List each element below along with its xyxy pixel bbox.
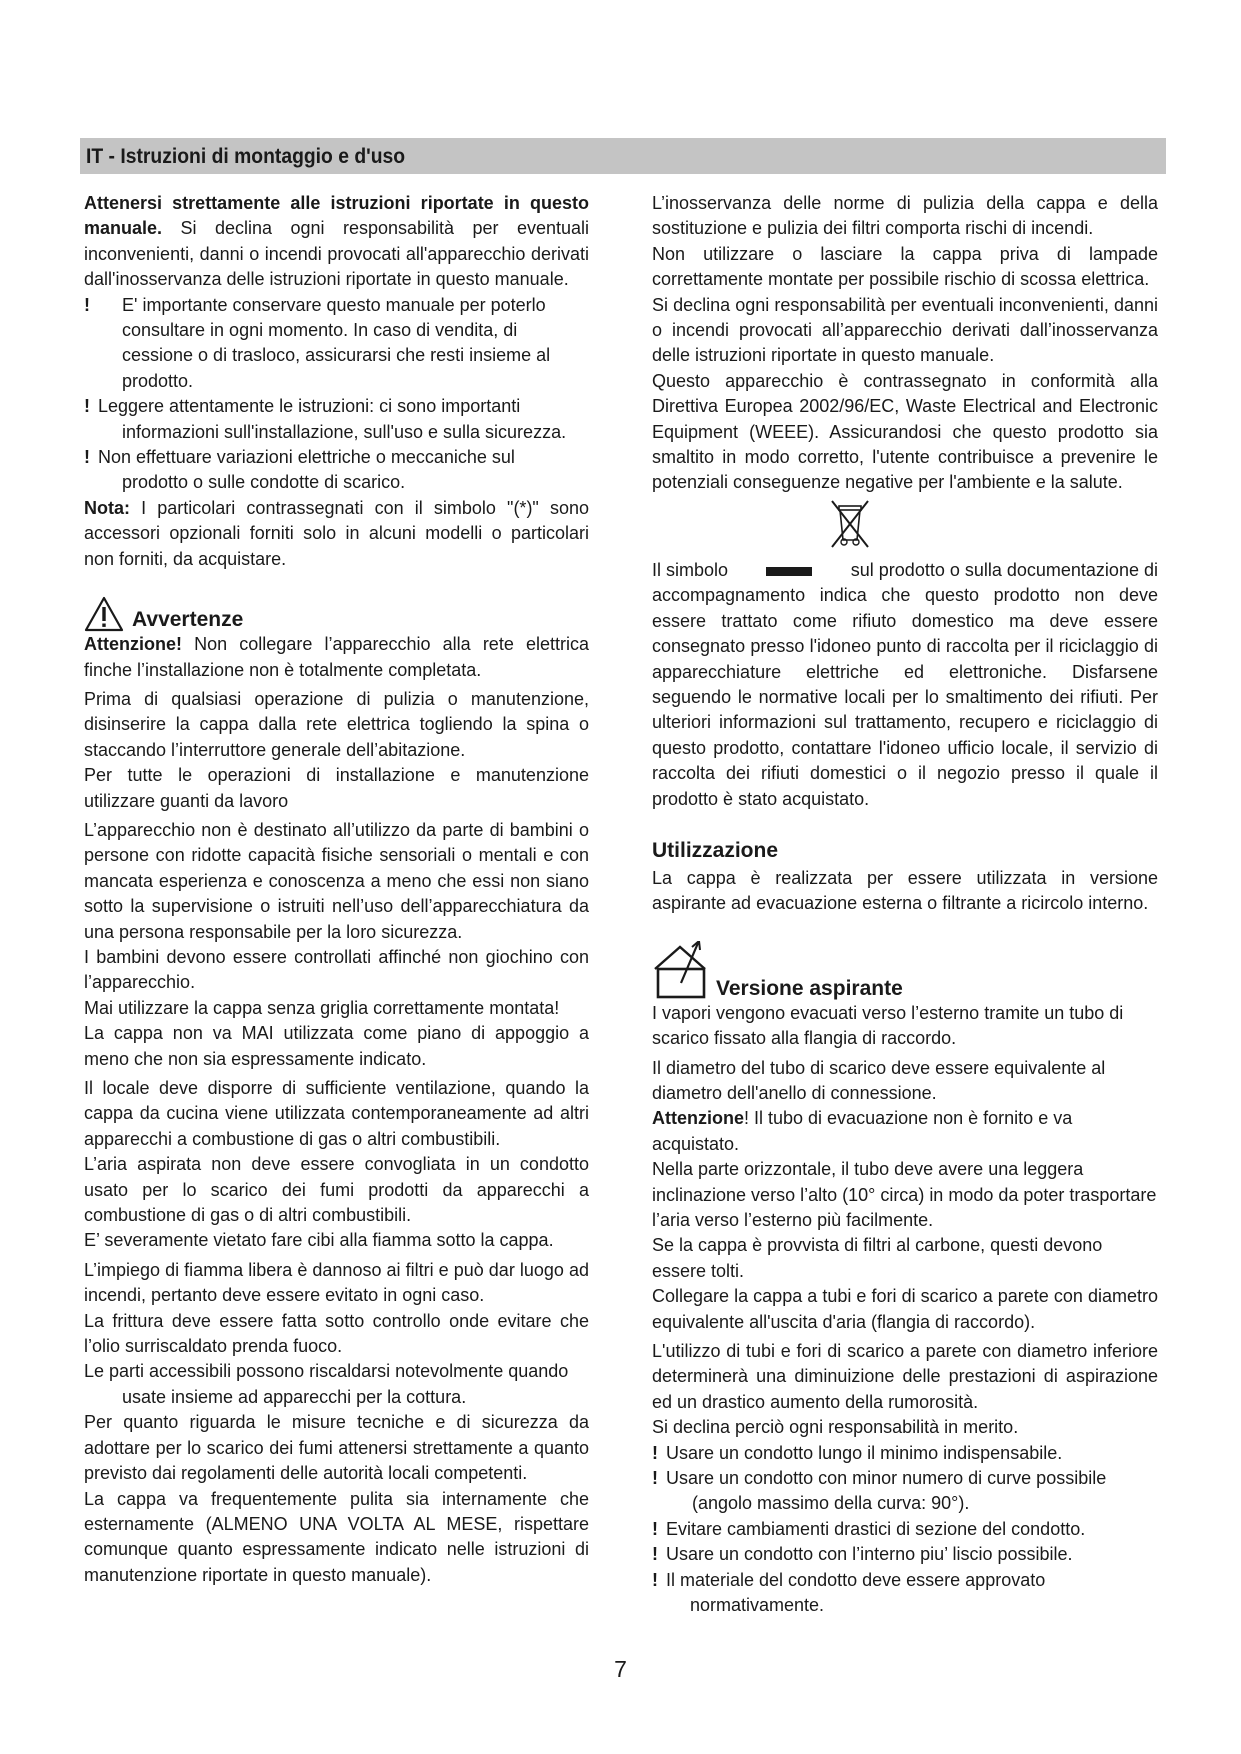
symbol-text-a: Il simbolo <box>652 559 729 580</box>
intro-bold: Attenersi strettamente alle istruzioni riportate in questo manuale. <box>84 193 589 239</box>
page-number: 7 <box>614 1656 627 1682</box>
extraction-paragraph: L'utilizzo di tubi e fori di scarico a parete con diametro inferiore determinerà una diminuizione delle prestazioni di aspirazione ed un drastico aumento della rumorosità. <box>652 1341 1158 1412</box>
info-paragraph: Non utilizzare o lasciare la cappa priva di lampade correttamente montate per possibile rischio di scossa elettrica. <box>652 243 1158 290</box>
use-heading: Utilizzazione <box>652 838 779 862</box>
attention-label: Attenzione <box>652 1108 744 1129</box>
warning-paragraph: La cappa va frequentemente pulita sia internamente che esternamente (ALMENO UNA VOLTA AL MESE, rispettare comunque quanto espressamente indicato nelle istruzioni di manutenzione riportate in questo manuale). <box>84 1488 589 1585</box>
exclamation-mark: ! <box>84 294 90 315</box>
warning-paragraph: Il locale deve disporre di sufficiente ventilazione, quando la cappa da cucina viene utilizzata contemporaneamente ad altri apparecchi a combustione di gas o altri combustibili. <box>84 1078 589 1149</box>
exclamation-mark: ! <box>652 1442 658 1463</box>
notice-line: prodotto o sulle condotte di scarico. <box>122 472 406 493</box>
notice-line: E' importante conservare questo manuale per poterlo <box>122 294 546 315</box>
info-paragraph: L’inosservanza delle norme di pulizia della cappa e della sostituzione e pulizia dei filtri comporta rischi di incendi. <box>652 193 1158 239</box>
crossed-bin-icon <box>827 496 873 552</box>
notice-line: cessione o di trasloco, assicurarsi che resti insieme al <box>122 345 551 366</box>
extraction-attention <box>652 1106 1158 1157</box>
warning-paragraph: L’aria aspirata non deve essere convogliata in un condotto usato per lo scarico dei fumi prodotti da apparecchi a combustione di gas o di altri combustibili. <box>84 1154 589 1226</box>
notice-item-3 <box>84 445 589 496</box>
warning-paragraph: Per quanto riguarda le misure tecniche e di sicurezza da adottare per lo scarico dei fumi attenersi strettamente a quanto previsto dai regolamenti delle autorità locali competenti. <box>84 1412 589 1484</box>
warnings-heading <box>84 588 589 632</box>
note-label: Nota: <box>84 497 130 518</box>
duct-rule-5 <box>652 1568 1158 1619</box>
warning-paragraph: E’ severamente vietato fare cibi alla fiamma sotto la cappa. <box>84 1230 554 1251</box>
section-header <box>80 138 1166 174</box>
notice-item-1 <box>84 293 589 395</box>
notice-item-2 <box>84 394 589 445</box>
exclamation-mark: ! <box>652 1544 658 1565</box>
attention-text: ! Il tubo di evacuazione non è fornito e va acquistato. <box>652 1108 1073 1154</box>
duct-rule-line: Evitare cambiamenti drastici di sezione del condotto. <box>666 1518 1086 1539</box>
attention-paragraph <box>84 632 589 683</box>
warning-line: Le parti accessibili possono riscaldarsi notevolmente quando <box>84 1361 569 1382</box>
warnings-title: Avvertenze <box>132 608 244 632</box>
hood-duct-icon <box>652 941 710 1001</box>
warning-paragraph: I bambini devono essere controllati affinché non giochino con l’apparecchio. <box>84 946 589 993</box>
notice-line: prodotto. <box>122 370 194 391</box>
symbol-line <box>652 558 1158 583</box>
duct-rule-line: normativamente. <box>690 1595 825 1616</box>
extraction-paragraph: Nella parte orizzontale, il tubo deve avere una leggera inclinazione verso l’alto (10° circa) in modo da poter trasportare l’aria verso l’esterno più facilmente. <box>652 1159 1157 1230</box>
attention-label: Attenzione! <box>84 634 182 655</box>
weee-symbol-area <box>652 496 1158 558</box>
warning-paragraph: L’impiego di fiamma libera è dannoso ai filtri e può dar luogo ad incendi, pertanto deve essere evitato in ogni caso. <box>84 1259 589 1306</box>
notice-line: Non effettuare variazioni elettriche o meccaniche sul <box>98 447 515 468</box>
use-paragraph: La cappa è realizzata per essere utilizzata in versione aspirante ad evacuazione esterna o filtrante a ricircolo interno. <box>652 867 1158 914</box>
right-column <box>652 191 1158 1619</box>
warning-paragraph: Prima di qualsiasi operazione di pulizia o manutenzione, disinserire la cappa dalla rete elettrica togliendo la spina o staccando l’interruttore generale dell’abitazione. <box>84 688 589 760</box>
duct-rule-line: Il materiale del condotto deve essere approvato <box>666 1569 1046 1590</box>
duct-rule-line: Usare un condotto con minor numero di curve possibile <box>666 1468 1107 1489</box>
symbol-text-b: sul prodotto o sulla documentazione di <box>850 559 1158 580</box>
extraction-heading <box>652 941 1158 1001</box>
exclamation-mark: ! <box>652 1468 658 1489</box>
exclamation-mark: ! <box>652 1518 658 1539</box>
extraction-paragraph: I vapori vengono evacuati verso l’esterno tramite un tubo di scarico fissato alla flangia di raccordo. <box>652 1002 1124 1049</box>
note-paragraph <box>84 496 589 572</box>
black-bar-symbol <box>766 567 812 576</box>
duct-rule-line: Usare un condotto lungo il minimo indispensabile. <box>666 1442 1063 1463</box>
extraction-title: Versione aspirante <box>716 976 903 1000</box>
notice-line: consultare in ogni momento. In caso di vendita, di <box>122 320 518 341</box>
extraction-paragraph: Se la cappa è provvista di filtri al carbone, questi devono essere tolti. <box>652 1235 1103 1281</box>
note-text: I particolari contrassegnati con il simbolo "(*)" sono accessori opzionali forniti solo in alcuni modelli o particolari non forniti, da acquistare. <box>84 497 589 569</box>
exclamation-mark: ! <box>652 1569 658 1590</box>
duct-rule-1 <box>652 1441 1158 1466</box>
warning-paragraph: Per tutte le operazioni di installazione e manutenzione utilizzare guanti da lavoro <box>84 765 589 811</box>
notice-line: informazioni sull'installazione, sull'uso e sulla sicurezza. <box>122 421 567 442</box>
symbol-paragraph <box>652 558 1158 812</box>
intro-paragraph <box>84 191 589 293</box>
warning-triangle-icon <box>84 596 124 632</box>
exclamation-mark: ! <box>84 447 90 468</box>
warning-paragraph: La frittura deve essere fatta sotto controllo onde evitare che l’olio surriscaldato prenda fuoco. <box>84 1310 589 1357</box>
duct-rule-line: Usare un condotto con l’interno piu’ liscio possibile. <box>666 1544 1073 1565</box>
extraction-paragraph: Si declina perciò ogni responsabilità in merito. <box>652 1417 1019 1438</box>
info-paragraph: Si declina ogni responsabilità per eventuali inconvenienti, danni o incendi provocati all’apparecchio derivati dall’inosservanza delle istruzioni riportate in questo manuale. <box>652 294 1158 366</box>
duct-rule-2 <box>652 1466 1158 1517</box>
symbol-text: accompagnamento indica che questo prodotto non deve essere trattato come rifiuto domestico ma deve essere consegnato presso l'idoneo punto di raccolta per il riciclaggio di apparecchiature elettriche ed elettroniche. Disfarsene seguendo le normative locali per lo smaltimento dei rifiuti. Per ulteriori informazioni sul trattamento, recupero e riciclaggio di questo prodotto, contattare l'idoneo ufficio locale, il servizio di raccolta dei rifiuti domestici o il negozio presso il quale il prodotto è stato acquistato. <box>652 585 1158 809</box>
warning-paragraph <box>84 1359 589 1410</box>
left-column <box>84 191 589 1588</box>
exclamation-mark: ! <box>84 396 90 417</box>
duct-rule-line: (angolo massimo della curva: 90°). <box>692 1493 970 1514</box>
warning-line: usate insieme ad apparecchi per la cottura. <box>122 1386 467 1407</box>
extraction-paragraph: Il diametro del tubo di scarico deve essere equivalente al diametro dell'anello di connessione. <box>652 1057 1106 1103</box>
warning-paragraph: Mai utilizzare la cappa senza griglia correttamente montata! <box>84 997 560 1018</box>
attention-text: Non collegare l’apparecchio alla rete elettrica finche l’installazione non è totalmente completata. <box>84 634 589 680</box>
extraction-paragraph: Collegare la cappa a tubi e fori di scarico a parete con diametro equivalente all'uscita d'aria (flangia di raccordo). <box>652 1286 1158 1332</box>
duct-rule-3 <box>652 1517 1158 1542</box>
notice-line: Leggere attentamente le istruzioni: ci sono importanti <box>98 396 521 417</box>
section-title: IT - Istruzioni di montaggio e d'uso <box>86 145 406 168</box>
intro-text: Si declina ogni responsabilità per eventuali inconvenienti, danni o incendi provocati all'apparecchio derivati dall'inosservanza delle istruzioni riportate in questo manuale. <box>84 218 589 290</box>
warning-paragraph: L’apparecchio non è destinato all’utilizzo da parte di bambini o persone con ridotte capacità fisiche sensoriali o mentali e con mancata esperienza e conoscenza a meno che essi non siano sotto la supervisione o istruiti nell’uso dell’apparecchiatura da una persona responsabile per la loro sicurezza. <box>84 819 589 942</box>
info-paragraph: Questo apparecchio è contrassegnato in conformità alla Direttiva Europea 2002/96/EC, Waste Electrical and Electronic Equipment (WEEE). Assicurandosi che questo prodotto sia smaltito in modo corretto, l'utente contribuisce a prevenire le potenziali conseguenze negative per l'ambiente e la salute. <box>652 370 1158 493</box>
duct-rule-4 <box>652 1542 1158 1567</box>
warning-paragraph: La cappa non va MAI utilizzata come piano di appoggio a meno che non sia espressamente indicato. <box>84 1023 589 1069</box>
